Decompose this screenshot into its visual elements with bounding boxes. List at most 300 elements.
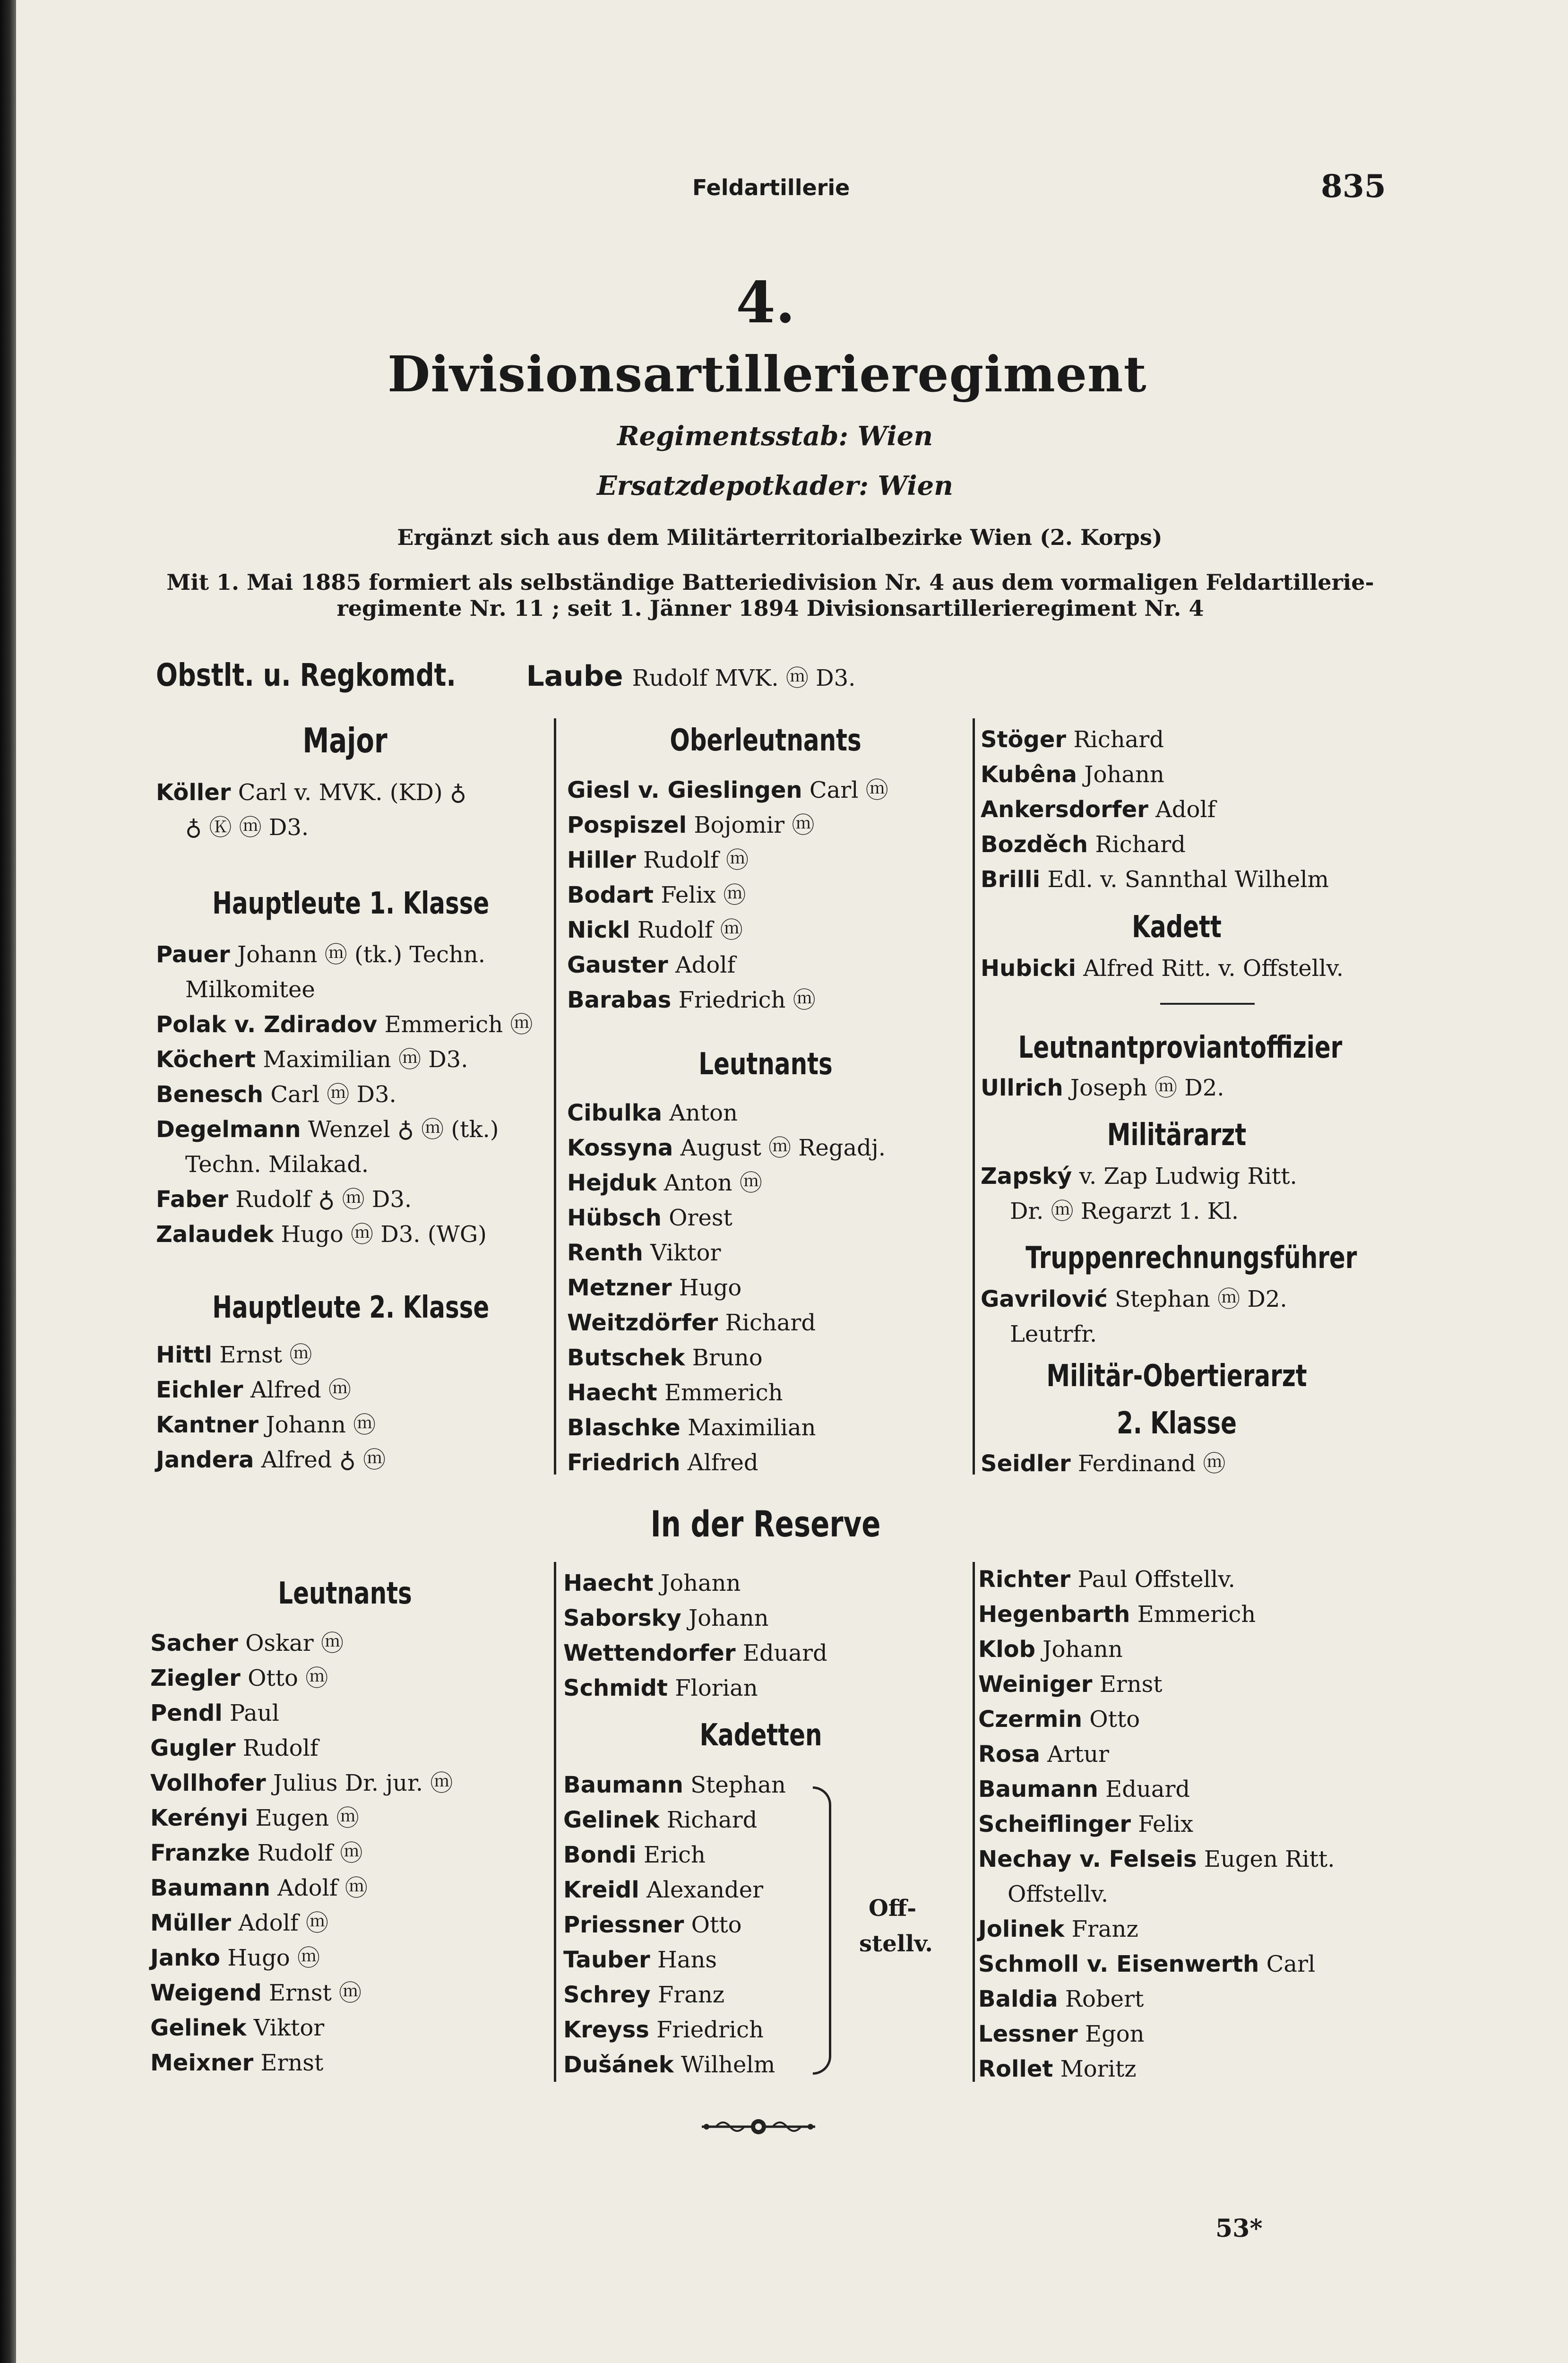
proviant-heading: Leutnantproviantoffizier (1018, 1030, 1343, 1065)
roster-entry (981, 1159, 1297, 1194)
entry-surname: Pospiszel (567, 812, 687, 838)
entry-details: Johann (1042, 1636, 1123, 1663)
entry-surname: Friedrich (567, 1449, 681, 1476)
regiment-title: Divisionsartillerieregiment (388, 345, 1147, 403)
entry-details: Offstellv. (1008, 1881, 1109, 1907)
commander-rank: Obstlt. u. Regkomdt. (156, 657, 456, 693)
roster-entry (150, 1696, 453, 1731)
roster-entry (567, 808, 888, 843)
roster-entry (978, 1597, 1335, 1632)
entry-details: Otto (691, 1912, 742, 1938)
regiment-number: 4. (736, 269, 795, 336)
roster-entry (567, 1095, 886, 1130)
entry-details: Egon (1085, 2021, 1145, 2047)
roster-entry (563, 1872, 786, 1907)
entry-surname: Metzner (567, 1275, 672, 1301)
divider-lower-1 (554, 1562, 556, 2082)
divider-lower-2 (973, 1562, 975, 2082)
entry-details: Milkomitee (185, 976, 315, 1003)
entry-details: Bojomir ⓜ (694, 812, 815, 838)
roster-entry (978, 2017, 1335, 2052)
entry-surname: Gelinek (150, 2015, 247, 2041)
running-title: Feldartillerie (692, 175, 850, 200)
entry-surname: Jandera (156, 1447, 254, 1473)
entry-surname: Hejduk (567, 1170, 657, 1196)
entry-surname: Zapský (981, 1163, 1072, 1190)
entry-details: Emmerich (664, 1380, 783, 1406)
entry-details: Anton (669, 1100, 738, 1126)
roster-entry (978, 1702, 1335, 1737)
ornament (697, 2113, 820, 2141)
entry-surname: Cibulka (567, 1100, 662, 1126)
roster-entry (150, 2010, 453, 2045)
entry-surname: Hubicki (981, 955, 1076, 982)
entry-details: Wilhelm (681, 2052, 775, 2078)
roster-entry (567, 1445, 886, 1480)
entry-details: Rudolf ⓜ (257, 1840, 363, 1866)
entry-details: Leutrfr. (1010, 1321, 1097, 1347)
entry-surname: Nechay v. Felseis (978, 1846, 1197, 1872)
roster-entry (150, 2045, 453, 2080)
entry-details: August ⓜ Regadj. (680, 1135, 886, 1161)
entry-details: Oskar ⓜ (245, 1630, 344, 1656)
entry-surname: Kantner (156, 1412, 259, 1438)
entry-details: Erich (643, 1842, 706, 1868)
roster-entry (563, 1601, 827, 1636)
roster-entry (978, 1842, 1335, 1877)
entry-continuation (981, 1317, 1287, 1352)
roster-entry (567, 773, 888, 808)
hauptleute-1-heading: Hauptleute 1. Klasse (212, 886, 490, 921)
history-line-1: Mit 1. Mai 1885 formiert als selbständige Batteriedivision Nr. 4 aus dem vormaligen Feldartillerie- (166, 569, 1374, 595)
roster-entry (156, 1077, 533, 1112)
oberleutnants-heading: Oberleutnants (670, 723, 862, 758)
entry-details: Ferdinand ⓜ (1077, 1450, 1226, 1477)
entry-details: Edl. v. Sannthal Wilhelm (1047, 866, 1329, 893)
reserve-col3-list (978, 1562, 1335, 2087)
entry-details: Stephan (690, 1772, 786, 1798)
entry-details: Rudolf ♁ ⓜ D3. (235, 1186, 412, 1213)
roster-entry (567, 948, 888, 983)
entry-surname: Tauber (563, 1947, 650, 1973)
roster-entry (567, 1235, 886, 1270)
roster-entry (563, 1977, 786, 2012)
roster-entry (978, 1667, 1335, 1702)
entry-surname: Giesl v. Gieslingen (567, 777, 802, 803)
roster-entry (981, 827, 1329, 862)
entry-surname: Rosa (978, 1741, 1040, 1768)
entry-continuation (156, 1147, 533, 1182)
entry-details: Viktor (650, 1240, 721, 1266)
kadett-heading: Kadett (1132, 910, 1222, 945)
entry-surname: Richter (978, 1566, 1071, 1593)
ersatzdepot: Ersatzdepotkader: Wien (597, 470, 953, 501)
entry-surname: Lessner (978, 2021, 1078, 2047)
entry-details: Emmerich ⓜ (384, 1011, 533, 1038)
entry-details: Rudolf (242, 1735, 319, 1761)
roster-entry (150, 1731, 453, 1766)
entry-surname: Stöger (981, 726, 1067, 753)
entry-details: Carl ⓜ D3. (270, 1081, 396, 1108)
entry-surname: Klob (978, 1636, 1035, 1663)
entry-details: Alfred (687, 1449, 758, 1476)
entry-surname: Kerényi (150, 1805, 249, 1831)
roster-entry (156, 1337, 386, 1372)
roster-entry (156, 1007, 533, 1042)
entry-details: Ernst (1099, 1671, 1163, 1698)
entry-surname: Degelmann (156, 1116, 301, 1143)
entry-details: Alfred ⓜ (250, 1377, 351, 1403)
entry-details: Techn. Milakad. (185, 1151, 369, 1178)
entry-surname: Dušánek (563, 2052, 674, 2078)
entry-details: Franz (1071, 1916, 1138, 1942)
roster-entry (563, 2012, 786, 2047)
entry-surname: Pendl (150, 1700, 223, 1726)
regimentsstab: Regimentsstab: Wien (617, 421, 933, 452)
entry-details: Ernst ⓜ (268, 1980, 362, 2006)
roster-entry (150, 1940, 453, 1975)
entry-surname: Kossyna (567, 1135, 673, 1161)
roster-entry (567, 1270, 886, 1305)
entry-details: Hugo ⓜ D3. (WG) (281, 1221, 487, 1248)
entry-details: Moritz (1060, 2056, 1137, 2082)
commander-surname: Laube (526, 660, 623, 693)
roster-entry (156, 1442, 386, 1477)
roster-entry (978, 1912, 1335, 1947)
entry-surname: Seidler (981, 1450, 1071, 1477)
entry-surname: Hübsch (567, 1205, 662, 1231)
entry-surname: Saborsky (563, 1605, 681, 1631)
obertierarzt-class: 2. Klasse (1117, 1406, 1237, 1441)
roster-entry (567, 913, 888, 948)
roster-entry (156, 1372, 386, 1407)
entry-surname: Scheiflinger (978, 1811, 1131, 1837)
offstellv-brace (813, 1786, 831, 2075)
entry-surname: Kreidl (563, 1877, 639, 1903)
entry-details: Hugo (679, 1275, 742, 1301)
entry-surname: Wettendorfer (563, 1640, 736, 1666)
entry-details: ♁ Ⓚ ⓜ D3. (185, 814, 309, 841)
roster-entry (567, 843, 888, 878)
entry-details: Johann (660, 1570, 741, 1596)
roster-entry (563, 2047, 786, 2082)
entry-details: Eugen ⓜ (255, 1805, 359, 1831)
roster-entry (567, 878, 888, 913)
roster-entry (981, 1070, 1224, 1105)
roster-entry (978, 1947, 1335, 1982)
entry-details: Richard (666, 1807, 758, 1833)
leutnants-heading: Leutnants (698, 1047, 833, 1082)
entry-details: Johann ⓜ (266, 1412, 376, 1438)
roster-entry (563, 1566, 827, 1601)
entry-details: Carl ⓜ (809, 777, 888, 803)
entry-details: Emmerich (1137, 1601, 1256, 1628)
entry-surname: Hiller (567, 847, 636, 873)
entry-surname: Baumann (150, 1875, 270, 1901)
brace-label-2: stellv. (859, 1931, 933, 1957)
reserve-kadetten-list (563, 1768, 786, 2082)
proviant-list (981, 1070, 1224, 1105)
divider-upper-1 (554, 718, 556, 1475)
entry-surname: Polak v. Zdiradov (156, 1011, 378, 1038)
entry-details: Johann (1084, 761, 1164, 788)
entry-surname: Haecht (567, 1380, 657, 1406)
entry-surname: Bozděch (981, 831, 1088, 858)
roster-entry (563, 1671, 827, 1706)
entry-continuation (981, 1194, 1297, 1229)
commander-details: Rudolf MVK. ⓜ D3. (632, 665, 856, 691)
entry-continuation (978, 1877, 1335, 1912)
entry-details: Friedrich ⓜ (678, 987, 816, 1013)
entry-details: Artur (1047, 1741, 1109, 1768)
entry-details: Felix ⓜ (661, 882, 746, 908)
roster-entry (150, 1626, 453, 1661)
entry-details: Florian (675, 1675, 758, 1701)
roster-entry (567, 983, 888, 1018)
entry-details: Julius Dr. jur. ⓜ (273, 1770, 453, 1796)
entry-details: Rudolf ⓜ (637, 917, 743, 943)
entry-continuation (156, 972, 533, 1007)
roster-entry (563, 1768, 786, 1802)
entry-details: Dr. ⓜ Regarzt 1. Kl. (1010, 1198, 1239, 1225)
entry-surname: Meixner (150, 2050, 254, 2076)
roster-entry (567, 1200, 886, 1235)
roster-entry (981, 1446, 1225, 1481)
entry-surname: Hegenbarth (978, 1601, 1130, 1628)
entry-surname: Renth (567, 1240, 643, 1266)
entry-surname: Rollet (978, 2056, 1053, 2082)
reserve-leutnants-heading: Leutnants (278, 1576, 412, 1611)
entry-surname: Janko (150, 1945, 221, 1971)
entry-surname: Faber (156, 1186, 228, 1213)
entry-surname: Bodart (567, 882, 654, 908)
entry-surname: Gugler (150, 1735, 236, 1761)
page-number: 835 (1321, 168, 1386, 205)
entry-surname: Haecht (563, 1570, 654, 1596)
entry-surname: Ullrich (981, 1075, 1063, 1101)
entry-details: Ernst (260, 2050, 324, 2076)
leutnants-list (567, 1095, 886, 1480)
signature-mark: 53* (1215, 2214, 1263, 2243)
entry-surname: Weiniger (978, 1671, 1093, 1698)
entry-details: Adolf ⓜ (277, 1875, 368, 1901)
entry-surname: Pauer (156, 941, 230, 968)
militararzt-list (981, 1159, 1297, 1229)
rechnungsfuhrer-list (981, 1282, 1287, 1352)
roster-entry (978, 1562, 1335, 1597)
roster-entry (156, 937, 533, 972)
entry-surname: Nickl (567, 917, 630, 943)
roster-entry (978, 1807, 1335, 1842)
entry-details: Franz (657, 1982, 725, 2008)
roster-entry (567, 1410, 886, 1445)
entry-surname: Ankersdorfer (981, 796, 1148, 823)
entry-details: Alfred ♁ ⓜ (261, 1447, 386, 1473)
entry-surname: Bondi (563, 1842, 637, 1868)
roster-entry (150, 1661, 453, 1696)
entry-details: Maximilian ⓜ D3. (263, 1046, 468, 1073)
entry-details: Robert (1065, 1986, 1144, 2012)
entry-details: Eduard (742, 1640, 827, 1666)
roster-entry (563, 1942, 786, 1977)
entry-surname: Vollhofer (150, 1770, 266, 1796)
major-heading: Major (302, 721, 388, 760)
entry-details: Hugo ⓜ (227, 1945, 320, 1971)
roster-entry (981, 792, 1329, 827)
entry-surname: Köchert (156, 1046, 256, 1073)
entry-details: Friedrich (656, 2017, 764, 2043)
roster-entry (150, 1801, 453, 1836)
reserve-leutnants-list-2 (563, 1566, 827, 1706)
commander-line (156, 657, 855, 693)
roster-entry (150, 1975, 453, 2010)
entry-surname: Kreyss (563, 2017, 649, 2043)
entry-surname: Gauster (567, 952, 668, 978)
entry-surname: Franzke (150, 1840, 250, 1866)
roster-entry (567, 1305, 886, 1340)
roster-entry (156, 1042, 533, 1077)
roster-entry (981, 1282, 1287, 1317)
roster-entry (150, 1766, 453, 1801)
roster-entry (567, 1130, 886, 1165)
roster-entry (563, 1907, 786, 1942)
entry-surname: Schmidt (563, 1675, 668, 1701)
entry-surname: Kubêna (981, 761, 1077, 788)
entry-details: Felix (1138, 1811, 1194, 1837)
roster-entry (563, 1636, 827, 1671)
roster-entry (156, 1217, 533, 1252)
militararzt-heading: Militärarzt (1107, 1118, 1247, 1153)
roster-entry (978, 1632, 1335, 1667)
entry-surname: Priessner (563, 1912, 684, 1938)
entry-surname: Jolinek (978, 1916, 1065, 1942)
entry-surname: Gavrilović (981, 1286, 1108, 1312)
major-list (156, 775, 466, 845)
history-line-2: regimente Nr. 11 ; seit 1. Jänner 1894 Divisionsartillerieregiment Nr. 4 (336, 595, 1204, 621)
entry-surname: Zalaudek (156, 1221, 274, 1248)
roster-entry (156, 1407, 386, 1442)
roster-entry (563, 1802, 786, 1837)
roster-entry (567, 1375, 886, 1410)
reserve-leutnants-list (150, 1626, 453, 2080)
roster-entry (563, 1837, 786, 1872)
entry-surname: Schmoll v. Eisenwerth (978, 1951, 1259, 1977)
roster-entry (981, 722, 1329, 757)
roster-entry (150, 1871, 453, 1906)
entry-details: Carl v. MVK. (KD) ♁ (238, 779, 466, 806)
entry-details: Richard (1073, 726, 1164, 753)
entry-continuation (156, 810, 466, 845)
entry-surname: Weigend (150, 1980, 262, 2006)
entry-surname: Sacher (150, 1630, 238, 1656)
roster-entry (156, 1112, 533, 1147)
entry-surname: Blaschke (567, 1414, 681, 1441)
roster-entry (150, 1836, 453, 1871)
entry-surname: Czermin (978, 1706, 1083, 1733)
entry-details: Johann ⓜ (tk.) Techn. (237, 941, 485, 968)
entry-details: Hans (657, 1947, 717, 1973)
roster-entry (981, 757, 1329, 792)
entry-surname: Baumann (978, 1776, 1098, 1802)
roster-entry (978, 1737, 1335, 1772)
entry-details: Eduard (1105, 1776, 1190, 1802)
roster-entry (978, 2052, 1335, 2087)
oberleutnants-cont-list (981, 722, 1329, 897)
oberleutnants-list (567, 773, 888, 1018)
entry-details: v. Zap Ludwig Ritt. (1079, 1163, 1297, 1190)
roster-entry (981, 951, 1344, 986)
entry-details: Adolf (1155, 796, 1216, 823)
hauptleute-1-list (156, 937, 533, 1252)
entry-surname: Köller (156, 779, 231, 806)
entry-details: Joseph ⓜ D2. (1070, 1075, 1224, 1101)
brace-label-1: Off- (869, 1895, 917, 1922)
entry-surname: Butschek (567, 1345, 685, 1371)
entry-details: Bruno (692, 1345, 763, 1371)
entry-details: Richard (1095, 831, 1186, 858)
obertierarzt-list (981, 1446, 1225, 1481)
entry-surname: Eichler (156, 1377, 243, 1403)
entry-details: Rudolf ⓜ (643, 847, 749, 873)
entry-surname: Baumann (563, 1772, 683, 1798)
obertierarzt-heading: Militär-Obertierarzt (1046, 1359, 1307, 1394)
divider-upper-2 (973, 718, 975, 1475)
entry-surname: Müller (150, 1910, 232, 1936)
kadett-list (981, 951, 1344, 986)
entry-surname: Barabas (567, 987, 672, 1013)
entry-details: Alexander (646, 1877, 764, 1903)
entry-details: Maximilian (688, 1414, 816, 1441)
entry-details: Anton ⓜ (663, 1170, 762, 1196)
entry-surname: Brilli (981, 866, 1041, 893)
entry-details: Ernst ⓜ (219, 1342, 312, 1368)
entry-details: Paul (229, 1700, 280, 1726)
roster-entry (150, 1906, 453, 1940)
entry-details: Stephan ⓜ D2. (1115, 1286, 1287, 1312)
roster-entry (981, 862, 1329, 897)
roster-entry (978, 1772, 1335, 1807)
roster-entry (156, 1182, 533, 1217)
entry-details: Alfred Ritt. v. Offstellv. (1083, 955, 1344, 982)
roster-entry (567, 1165, 886, 1200)
entry-details: Adolf (675, 952, 736, 978)
entry-surname: Gelinek (563, 1807, 660, 1833)
entry-details: Orest (669, 1205, 732, 1231)
entry-details: Otto (1089, 1706, 1140, 1733)
reserve-kadetten-heading: Kadetten (699, 1718, 822, 1753)
entry-details: Paul Offstellv. (1077, 1566, 1235, 1593)
entry-surname: Benesch (156, 1081, 264, 1108)
kadett-rule (1160, 1003, 1255, 1005)
entry-surname: Schrey (563, 1982, 651, 2008)
entry-surname: Ziegler (150, 1665, 241, 1691)
entry-details: Carl (1266, 1951, 1316, 1977)
entry-details: Viktor (253, 2015, 325, 2041)
entry-details: Eugen Ritt. (1204, 1846, 1335, 1872)
hauptleute-2-heading: Hauptleute 2. Klasse (212, 1290, 490, 1325)
entry-details: Adolf ⓜ (238, 1910, 329, 1936)
entry-details: Wenzel ♁ ⓜ (tk.) (308, 1116, 499, 1143)
erganzung: Ergänzt sich aus dem Militärterritorialbezirke Wien (2. Korps) (397, 525, 1163, 550)
roster-entry (978, 1982, 1335, 2017)
entry-details: Otto ⓜ (248, 1665, 328, 1691)
entry-details: Richard (725, 1310, 816, 1336)
rechnungsfuhrer-heading: Truppenrechnungsführer (1025, 1241, 1357, 1276)
roster-entry (156, 775, 466, 810)
entry-surname: Baldia (978, 1986, 1058, 2012)
reserve-heading: In der Reserve (650, 1503, 881, 1545)
hauptleute-2-list (156, 1337, 386, 1477)
